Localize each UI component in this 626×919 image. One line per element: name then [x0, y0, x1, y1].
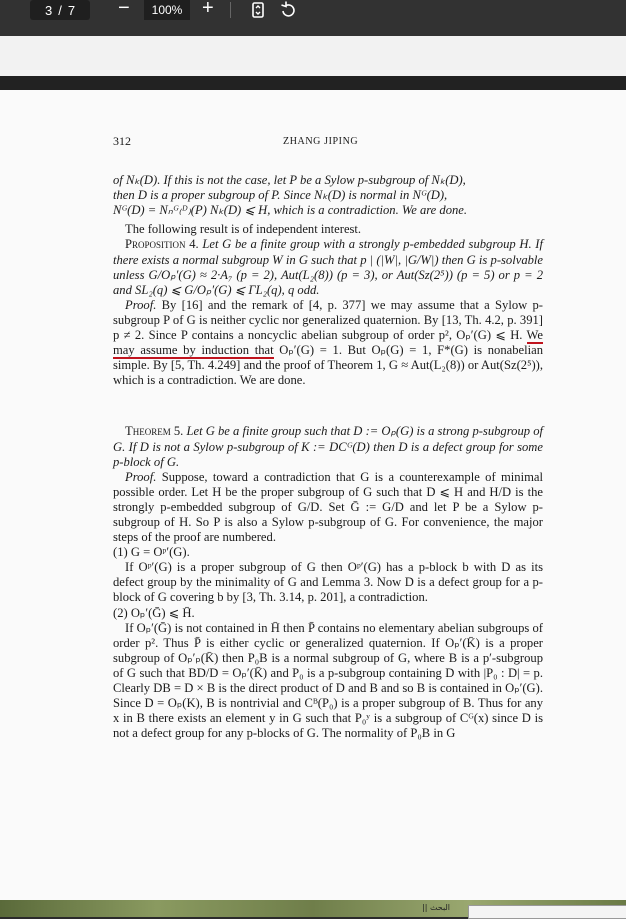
proof-text: Suppose, toward a contradiction that G is a counterexample of minimal possible order. Let H be the proper subgroup of G such that D ⩽ H and H/D is the strongly p-embedded subgroup of G/D. Set Ḡ := G/D and let P be a Sylow p-subgroup of H. So P is also a Sylow p-subgroup of G. For convenience, the major steps of the proof are numbered.: [113, 469, 543, 545]
proof-label: Proof.: [125, 469, 157, 484]
proof-label: Proof.: [125, 297, 157, 312]
page-content: [113, 134, 543, 741]
proposition-4: [113, 237, 543, 297]
step-1-text: If Oᵖ′(G) is a proper subgroup of G then Oᵖ′(G) has a p-block b with D as its defect group by the minimality of G and Lemma 3. Now D is a defect group for a p-block of G covering b by [3, Th. 3.14, p. 201], a contradiction.: [113, 560, 543, 605]
page-separator: /: [58, 2, 62, 18]
current-page[interactable]: 3: [44, 2, 53, 18]
proof-text-start: By [16] and the remark of [4, p. 377] we may assume that a Sylow p-subgroup P of G is neither cyclic nor generalized quaternion. By [13, Th. 4.2, p. 391] p ≠ 2. Since P contains a noncyclic abelian subgroup of order p², Oₚ′(G) ⩽ H.: [113, 297, 543, 343]
paragraph-line: of Nₖ(D). If this is not the case, let P be a Sylow p-subgroup of Nₖ(D),: [113, 173, 466, 188]
rotate-icon[interactable]: [278, 0, 298, 20]
underlined-text: We may assume by induction that: [113, 328, 544, 358]
proof-text-end: Oₚ′(G) = 1. But Oₚ(G) = 1, F*(G) is nonabelian simple. By [5, Th. 4.249] and the proof of Theorem 1, G ≈ Aut(L₂(8)) or Aut(Sz(2⁵)), which is a contradiction. We are done.: [113, 343, 543, 388]
pdf-toolbar: [0, 0, 626, 36]
step-2-heading: (2) Oₚ′(Ḡ) ⩽ H̄.: [113, 605, 195, 620]
theorem-text: Let G be a finite group such that D := Oₚ(G) is a strong p-subgroup of G. If D is not a Sylow p-subgroup of K := DCᴳ(D) then D is a defect group for some p-block of G.: [113, 424, 544, 469]
zoom-in-button[interactable]: +: [202, 0, 214, 19]
paragraph-line: then D is a proper subgroup of P. Since Nₖ(D) is normal in Nᴳ(D),: [113, 188, 448, 203]
bottom-search-label: || البحث: [422, 903, 451, 912]
page-top-border: [0, 76, 626, 90]
page-indicator[interactable]: [30, 0, 90, 20]
page-header: [113, 134, 543, 149]
total-pages: 7: [67, 2, 76, 18]
page-number: 312: [113, 134, 131, 148]
toolbar-divider: [230, 2, 231, 18]
paragraph-line: Nᴳ(D) = Nₙᴳ₍ᴰ₎(P) Nₖ(D) ⩽ H, which is a contradiction. We are done.: [113, 203, 468, 218]
fit-page-icon[interactable]: [248, 0, 268, 20]
proposition-label: Proposition 4.: [125, 237, 199, 252]
proposition-text: Let G be a finite group with a strongly p-embedded subgroup H. If there exists a normal subgroup W in G such that p | (|W|, |G/W|) then G is p-solvable unless G/Oₚ′(G) ≈ 2·A₇ (p = 2), Aut(L₂(8)) (p = 3), or Aut(Sz(2⁵)) (p = 5) or p = 2 and SL₂(q) ⩽ G/Oₚ′(G) ⩽ ΓL₂(q), q odd.: [113, 237, 543, 297]
paragraph: The following result is of independent interest.: [125, 222, 362, 237]
step-2-text: If Oₚ′(Ḡ) is not contained in H̄ then P̄ contains no elementary abelian subgroups of order p². Thus P̄ is either cyclic or generalized quaternion. If Oₚ′(K̄) is a proper subgroup of Oₚ′ₚ(K̄) then P₀B is a normal subgroup of G, where B is a p′-subgroup of G such that BD/D = Oₚ′(K̄) and P₀ is a p-subgroup containing D with |P₀ : D| = p. Clearly DB = D × B is the direct product of D and B and so B is contained in Oₚ′(G). Since D = Oₚ(K), B is nontrivial and Cᴮ(P₀) is a proper subgroup of B. Thus for any x in B there exists an element y in G such that P₀ʸ is a subgroup of Cᴳ(x) since D is not a defect group for any p-blocks of G. The normality of P₀B in G: [113, 620, 543, 741]
document-page: [0, 90, 626, 917]
proof-5: [113, 470, 543, 545]
proof-4: [113, 298, 543, 389]
zoom-out-button[interactable]: −: [118, 0, 130, 19]
theorem-5: [113, 424, 543, 469]
theorem-label: Theorem 5.: [125, 424, 184, 439]
viewer-gap: [0, 36, 626, 76]
step-1-heading: (1) G = Oᵖ′(G).: [113, 545, 190, 560]
running-head: ZHANG JIPING: [283, 136, 359, 147]
zoom-level-input[interactable]: 100%: [144, 0, 190, 20]
